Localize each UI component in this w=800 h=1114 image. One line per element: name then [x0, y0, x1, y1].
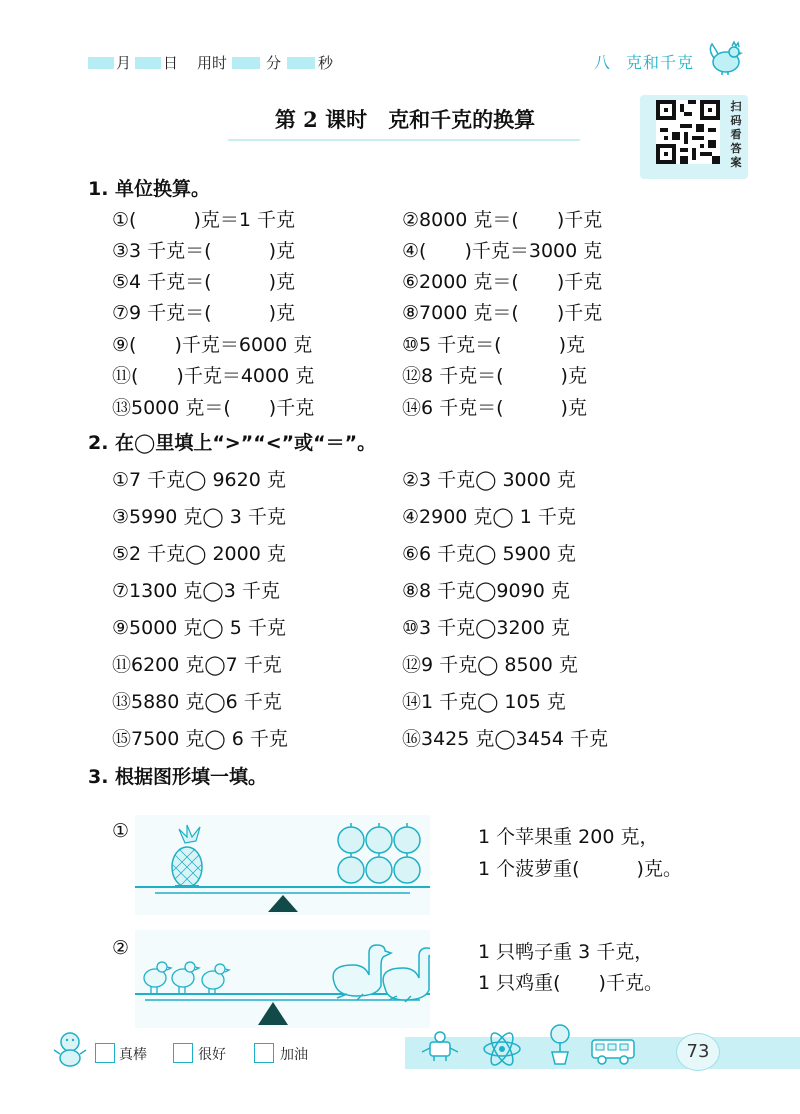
balance-chickens-ducks [135, 930, 430, 1028]
rating-checkbox-good[interactable] [173, 1043, 193, 1063]
title-underline [228, 139, 580, 141]
q1-item[interactable]: ⑭6 千克＝( )克 [402, 397, 587, 419]
balance-pineapple-apples [135, 815, 430, 915]
minutes-blank[interactable] [232, 57, 260, 69]
qr-caption: 扫 码 看 答 案 [730, 100, 742, 169]
q2-item[interactable]: ⑪6200 克◯7 千克 [112, 654, 282, 676]
mascot-left-icon [52, 1028, 88, 1068]
month-label: 月 [116, 54, 132, 72]
chapter-title: 克和千克 [626, 53, 695, 72]
rating-checkbox-great[interactable] [95, 1043, 115, 1063]
q2-item[interactable]: ⑫9 千克◯ 8500 克 [402, 654, 578, 676]
q1-item[interactable]: ⑫8 千克＝( )克 [402, 365, 587, 387]
rating-label-keep-going: 加油 [280, 1047, 308, 1063]
figure-2-line-1: 1 只鸭子重 3 千克， [478, 941, 654, 963]
day-blank[interactable] [135, 57, 161, 69]
q1-item[interactable]: ⑩5 千克＝( )克 [402, 334, 585, 356]
atom-icon [480, 1030, 524, 1068]
question-3-heading: 3. 根据图形填一填。 [88, 766, 268, 788]
rating-label-good: 很好 [198, 1047, 226, 1063]
question-1-heading: 1. 单位换算。 [88, 178, 211, 200]
q2-item[interactable]: ⑭1 千克◯ 105 克 [402, 691, 566, 713]
q2-item[interactable]: ①7 千克◯ 9620 克 [112, 469, 286, 491]
q2-item[interactable]: ⑯3425 克◯3454 千克 [402, 728, 609, 750]
bus-icon [590, 1036, 638, 1066]
figure-1-line-2[interactable]: 1 个菠萝重( )克。 [478, 858, 682, 880]
q2-item[interactable]: ⑥6 千克◯ 5900 克 [402, 543, 576, 565]
q1-item[interactable]: ①( )克＝1 千克 [112, 209, 295, 231]
q2-item[interactable]: ⑤2 千克◯ 2000 克 [112, 543, 286, 565]
q1-item[interactable]: ⑦9 千克＝( )克 [112, 302, 295, 324]
q1-item[interactable]: ⑥2000 克＝( )千克 [402, 271, 603, 293]
q2-item[interactable]: ④2900 克◯ 1 千克 [402, 506, 576, 528]
q1-item[interactable]: ③3 千克＝( )克 [112, 240, 295, 262]
q2-item[interactable]: ⑮7500 克◯ 6 千克 [112, 728, 288, 750]
chapter-number: 八 [594, 53, 612, 72]
qr-code-icon[interactable] [656, 100, 720, 164]
question-2-heading: 2. 在◯里填上“>”“<”或“＝”。 [88, 432, 377, 454]
figure-2-line-2[interactable]: 1 只鸡重( )千克。 [478, 972, 663, 994]
q2-item[interactable]: ②3 千克◯ 3000 克 [402, 469, 576, 491]
seconds-blank[interactable] [287, 57, 315, 69]
figure-1-line-1: 1 个苹果重 200 克， [478, 826, 659, 848]
time-used-label: 用时 [197, 54, 228, 72]
potted-plant-icon [544, 1022, 576, 1066]
q2-item[interactable]: ⑦1300 克◯3 千克 [112, 580, 280, 602]
q1-item[interactable]: ②8000 克＝( )千克 [402, 209, 603, 231]
seconds-label: 秒 [318, 54, 334, 72]
rooster-mascot-icon [706, 40, 746, 76]
q2-item[interactable]: ⑨5000 克◯ 5 千克 [112, 617, 286, 639]
rating-checkbox-keep-going[interactable] [254, 1043, 274, 1063]
page-number: 73 [676, 1033, 720, 1071]
q2-item[interactable]: ⑩3 千克◯3200 克 [402, 617, 570, 639]
figure-2-number: ② [112, 937, 130, 959]
figure-1-number: ① [112, 820, 130, 842]
q2-item[interactable]: ⑧8 千克◯9090 克 [402, 580, 570, 602]
minutes-label: 分 [266, 54, 282, 72]
apples-icon [338, 823, 420, 883]
q1-item[interactable]: ⑧7000 克＝( )千克 [402, 302, 603, 324]
q2-item[interactable]: ⑬5880 克◯6 千克 [112, 691, 282, 713]
q1-item[interactable]: ⑬5000 克＝( )千克 [112, 397, 315, 419]
q1-item[interactable]: ⑪( )千克＝4000 克 [112, 365, 315, 387]
q1-item[interactable]: ⑤4 千克＝( )克 [112, 271, 295, 293]
page-title: 第 2 课时 克和千克的换算 [274, 107, 536, 132]
month-blank[interactable] [88, 57, 114, 69]
robot-icon [418, 1028, 462, 1064]
day-label: 日 [163, 54, 179, 72]
rating-label-great: 真棒 [119, 1047, 147, 1063]
q2-item[interactable]: ③5990 克◯ 3 千克 [112, 506, 286, 528]
q1-item[interactable]: ⑨( )千克＝6000 克 [112, 334, 313, 356]
q1-item[interactable]: ④( )千克＝3000 克 [402, 240, 603, 262]
